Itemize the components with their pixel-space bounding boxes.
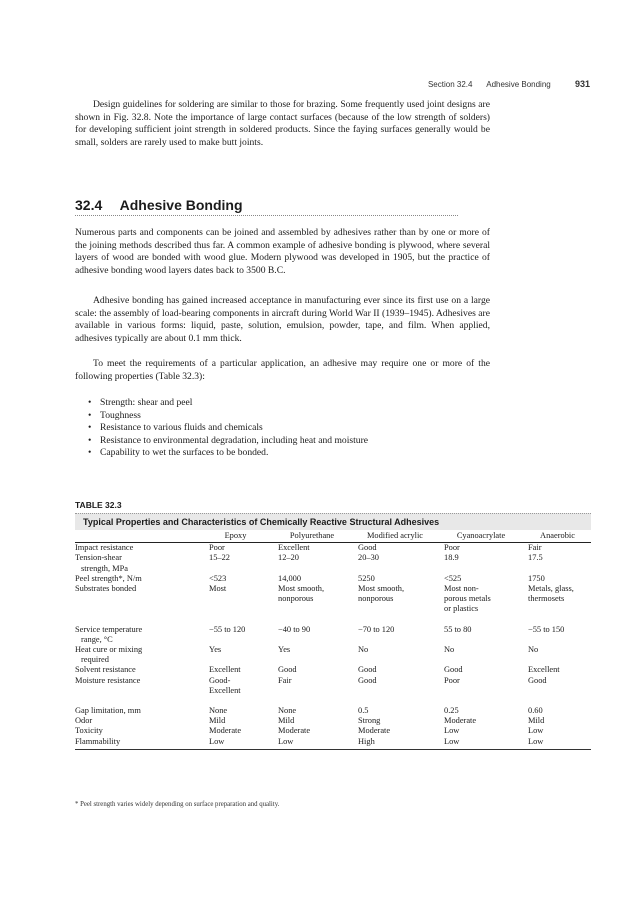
table-cell: 0.60 [528,706,543,716]
table-cell: 15–22 [209,553,230,563]
body-paragraph: Numerous parts and components can be joined and assembled by adhesives rather than by one or more of the joining methods described thus far. A common example of adhesive bonding is plywood, where several layers of wood are bonded with wood glue. Modern plywood was developed in 1905, but the practice of adhesive bonding wood layers dates back to 3500 B.C. [75,227,490,276]
table-cell: 20–30 [358,553,379,563]
table-cell: Yes [278,645,291,655]
table-cell: Good [278,665,297,675]
table-cell: Moderate [278,726,311,736]
table-cell: Low [444,726,460,736]
table-title-band [75,513,591,530]
table-cell: Most smooth, nonporous [358,584,405,604]
table-cell: Strong [358,716,381,726]
table-footnote: * Peel strength varies widely depending on surface preparation and quality. [75,801,280,808]
table-row [75,676,591,696]
column-header: Epoxy [199,530,272,543]
table-cell: Low [272,737,352,750]
table-cell: Poor [444,675,460,685]
table-cell: 0.5 [358,706,369,716]
table-row [75,615,591,645]
row-label-line: Peel strength*, N/m [75,573,142,583]
column-header: Cyanoacrylate [438,530,524,543]
table-cell: Excellent [528,665,560,675]
table-cell: Low [524,737,591,750]
table-cell: −70 to 120 [358,624,395,634]
table-cell: Good [358,665,377,675]
table-cell: Yes [209,645,222,655]
row-label [75,716,199,726]
row-label [75,615,199,645]
row-label-line: Odor [75,716,93,726]
section-title: Adhesive Bonding [119,197,243,213]
table-cell: None [209,706,228,716]
table-cell: Excellent [278,543,310,553]
intro-paragraph: Design guidelines for soldering are similar to those for brazing. Some frequently used joint designs are shown in Fig. 32.8. Note the importance of large contact surfaces (because of the low strength of solders) for developing sufficient joint strength in soldered products. Since the faying surfaces generally would be small, solders are rarely used to make butt joints. [75,99,490,148]
table-row [75,665,591,675]
table-cell: 5250 [358,573,375,583]
row-label-line: Substrates bonded [75,584,137,594]
table-cell: Metals, glass, thermosets [528,584,574,604]
table-cell: Good [358,675,377,685]
section-number: 32.4 [75,197,103,213]
table-cell: Moderate [209,726,242,736]
table-title: Typical Properties and Characteristics of Chemically Reactive Structural Adhesives [83,517,440,527]
table-row [75,696,591,716]
row-label-line: Moisture resistance [75,675,141,685]
row-label-line: Gap limitation, mm [75,706,141,716]
properties-table [75,530,591,750]
table-cell: No [444,645,455,655]
row-label-line: Heat cure or mixing [75,645,143,655]
header-section: Section 32.4 [427,80,473,89]
row-label-line: Toxicity [75,726,103,736]
bullet-item: • Resistance to various fluids and chemicals [88,422,368,435]
table-cell: 14,000 [278,573,302,583]
table-row [75,737,591,750]
table-row [75,543,591,554]
column-header: Polyurethane [272,530,352,543]
row-label [75,584,199,615]
table-cell: 12–20 [278,553,299,563]
bullet-item: • Toughness [88,410,368,423]
table-cell: −55 to 120 [209,624,246,634]
table-row [75,584,591,615]
row-label [75,574,199,584]
table-row [75,574,591,584]
table-cell: Fair [278,675,292,685]
page-number: 931 [574,79,590,89]
table-header-row [75,530,591,543]
column-header: Modified acrylic [352,530,438,543]
table-body [75,543,591,750]
table-cell: Excellent [209,665,241,675]
column-header: Anaerobic [524,530,591,543]
header-topic: Adhesive Bonding [486,80,551,89]
table-cell: <523 [209,573,227,583]
table-cell: −40 to 90 [278,624,311,634]
row-label-line: range, °C [81,634,113,644]
row-label-line: Solvent resistance [75,665,136,675]
row-label [75,696,199,716]
row-label [75,726,199,736]
table-cell: Mild [528,716,545,726]
row-label-line: strength, MPa [81,563,128,573]
row-label-line: Flammability [75,736,121,746]
row-label-line: Tension-shear [75,553,122,563]
table-cell: −55 to 150 [528,624,565,634]
table-cell: Poor [444,543,460,553]
table-cell: Good [528,675,547,685]
table-cell: Low [528,726,544,736]
table-cell: Low [438,737,524,750]
table-cell: Moderate [444,716,477,726]
table-cell: Good- Excellent [209,675,241,695]
running-header [428,79,590,89]
table-cell: 17.5 [528,553,543,563]
table-cell: None [278,706,297,716]
table-cell: Most smooth, nonporous [278,584,325,604]
row-label-line: Impact resistance [75,543,134,553]
table-cell: Moderate [358,726,391,736]
property-bullet-list [88,397,368,460]
table-cell: 0.25 [444,706,459,716]
table-cell: 55 to 80 [444,624,472,634]
table-cell: 18.9 [444,553,459,563]
row-label [75,676,199,696]
table-cell: No [358,645,369,655]
row-label [75,553,199,573]
row-label-line: required [81,655,109,665]
table-cell: 1750 [528,573,545,583]
table-cell: Good [358,543,377,553]
table-cell: Fair [528,543,542,553]
table-cell: Good [444,665,463,675]
row-label-line: Service temperature [75,624,143,634]
row-label [75,543,199,554]
body-paragraph: Adhesive bonding has gained increased acceptance in manufacturing ever since its first use on a large scale: the assembly of load-bearing components in aircraft during World War II (1939–1945). Adhesives are available in various forms: liquid, paste, solution, emulsion, powder, tape, and film. When applied, adhesives typically are about 0.1 mm thick. [75,295,490,344]
table-row [75,645,591,665]
bullet-item: • Capability to wet the surfaces to be bonded. [88,447,368,460]
row-label [75,737,199,750]
table-label: TABLE 32.3 [75,500,122,510]
table-cell: High [352,737,438,750]
bullet-item: • Strength: shear and peel [88,397,368,410]
table-cell: Most [209,584,227,594]
row-label [75,665,199,675]
table-cell: Mild [278,716,295,726]
column-header-property [75,530,199,543]
row-label [75,645,199,665]
table-cell: Mild [209,716,226,726]
table-cell: Low [199,737,272,750]
table-cell: <525 [444,573,462,583]
table-cell: Most non- porous metals or plastics [444,584,491,614]
table-row [75,716,591,726]
table-row [75,553,591,573]
bullet-item: • Resistance to environmental degradation, including heat and moisture [88,435,368,448]
table-cell: No [528,645,539,655]
section-heading [75,197,458,216]
body-paragraph: To meet the requirements of a particular application, an adhesive may require one or more of the following properties (Table 32.3): [75,358,490,382]
table-cell: Poor [209,543,225,553]
table-row [75,726,591,736]
